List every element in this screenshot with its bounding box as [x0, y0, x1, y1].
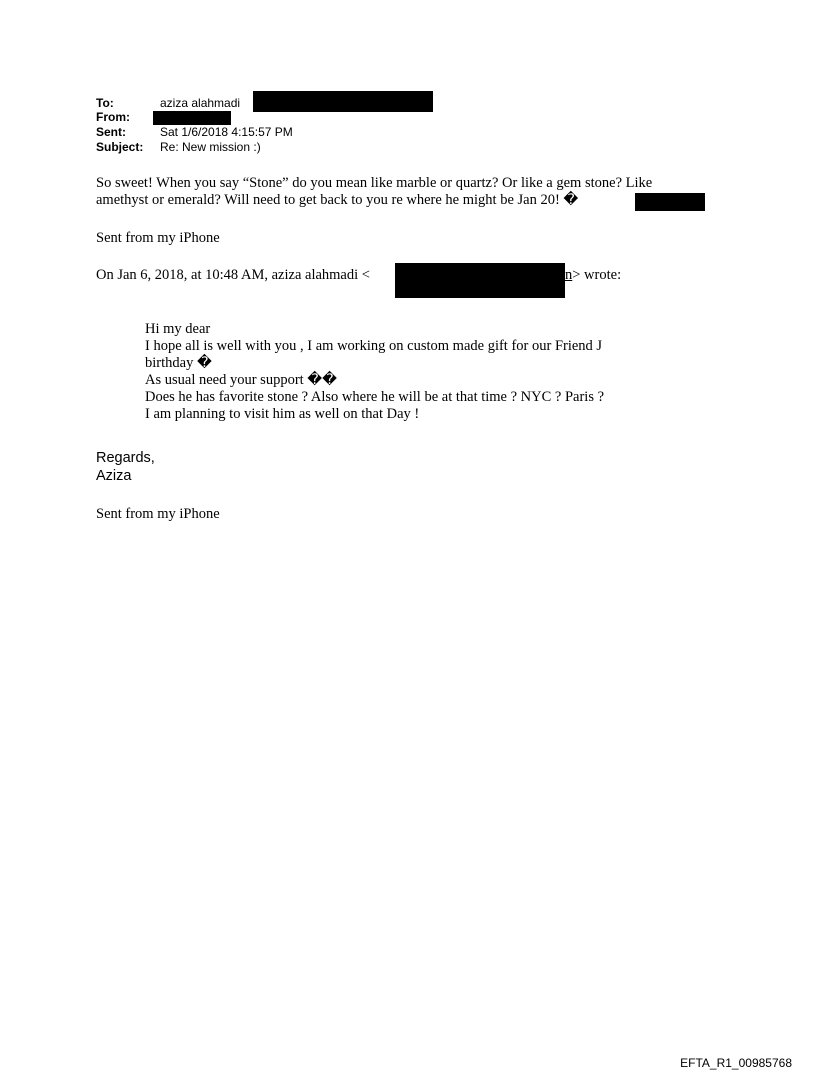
sent-value: Sat 1/6/2018 4:15:57 PM [160, 125, 293, 139]
redaction-quote-email [395, 263, 565, 298]
quote-intro-end [565, 267, 621, 284]
subject-value: Re: New mission :) [160, 140, 261, 154]
quote-intro-suffix: > wrote: [572, 267, 622, 283]
reply-line-1: So sweet! When you say “Stone” do you mean like marble or quartz? Or like a gem stone? Like [96, 175, 653, 191]
to-value: aziza alahmadi [160, 96, 241, 110]
quoted-line: I am planning to visit him as well on that Day ! [145, 406, 420, 422]
redaction-to-email [253, 91, 433, 112]
quote-intro-prefix: On Jan 6, 2018, at 10:48 AM, aziza alahmadi < [96, 267, 370, 283]
subject-label: Subject: [96, 140, 144, 154]
reply-sent-from: Sent from my iPhone [96, 230, 220, 246]
signature-name: Aziza [96, 468, 132, 484]
quoted-line: As usual need your support �� [145, 372, 338, 388]
from-label: From: [96, 110, 130, 124]
signature-sent-from: Sent from my iPhone [96, 506, 220, 522]
sent-label: Sent: [96, 125, 126, 139]
to-label: To: [96, 96, 114, 110]
quote-intro [96, 267, 370, 284]
quoted-line: Hi my dear [145, 321, 211, 337]
reply-line-2: amethyst or emerald? Will need to get back to you re where he might be Jan 20! � [96, 192, 579, 208]
quote-email-link[interactable]: n [565, 267, 573, 283]
quoted-line: birthday � [145, 355, 212, 371]
redaction-from [153, 111, 231, 125]
document-id: EFTA_R1_00985768 [680, 1056, 792, 1070]
quoted-line: I hope all is well with you , I am working on custom made gift for our Friend J [145, 338, 603, 354]
signature-regards: Regards, [96, 450, 155, 466]
redaction-reply-name [635, 193, 705, 211]
quoted-line: Does he has favorite stone ? Also where he will be at that time ? NYC ? Paris ? [145, 389, 605, 405]
